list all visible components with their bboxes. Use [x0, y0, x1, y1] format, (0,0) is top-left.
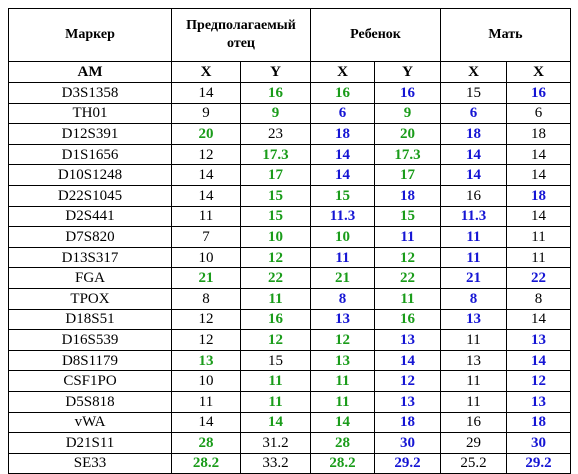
allele-cell: 16 [375, 83, 441, 104]
allele-cell: 8 [507, 288, 571, 309]
table-row [9, 350, 571, 371]
allele-cell: 8 [311, 288, 375, 309]
allele-cell: 33.2 [241, 453, 311, 474]
marker-cell: D16S539 [9, 330, 172, 351]
allele-cell: 28 [172, 433, 241, 454]
marker-cell: D1S1656 [9, 144, 172, 165]
table-row [9, 83, 571, 104]
allele-cell: 17.3 [375, 144, 441, 165]
allele-cell: 11 [375, 288, 441, 309]
allele-cell: 16 [311, 83, 375, 104]
header-mother: Мать [441, 9, 571, 62]
allele-cell: 14 [311, 165, 375, 186]
allele-cell: 12 [241, 330, 311, 351]
allele-cell: 9 [241, 103, 311, 124]
allele-cell: 11 [441, 391, 507, 412]
allele-cell: 13 [441, 309, 507, 330]
allele-cell: 16 [375, 309, 441, 330]
allele-cell: 21 [441, 268, 507, 289]
allele-cell: 16 [441, 185, 507, 206]
allele-cell: 18 [507, 124, 571, 145]
allele-cell: 13 [375, 391, 441, 412]
allele-cell: 16 [507, 83, 571, 104]
marker-cell: SE33 [9, 453, 172, 474]
allele-cell: 11 [311, 247, 375, 268]
table-row [9, 247, 571, 268]
table-row [9, 165, 571, 186]
marker-cell: D12S391 [9, 124, 172, 145]
marker-cell: D22S1045 [9, 185, 172, 206]
subheader-cell: Y [375, 62, 441, 83]
allele-cell: 14 [172, 165, 241, 186]
table-row [9, 330, 571, 351]
allele-cell: 6 [441, 103, 507, 124]
table-row [9, 268, 571, 289]
allele-cell: 18 [507, 185, 571, 206]
marker-cell: D2S441 [9, 206, 172, 227]
allele-cell: 29.2 [375, 453, 441, 474]
allele-cell: 14 [375, 350, 441, 371]
allele-cell: 25.2 [441, 453, 507, 474]
allele-cell: 22 [507, 268, 571, 289]
allele-cell: 13 [507, 330, 571, 351]
table-row [9, 412, 571, 433]
allele-cell: 23 [241, 124, 311, 145]
allele-cell: 15 [375, 206, 441, 227]
subheader-cell: Y [241, 62, 311, 83]
allele-cell: 11 [441, 247, 507, 268]
allele-cell: 14 [507, 206, 571, 227]
allele-cell: 13 [311, 350, 375, 371]
table-row [9, 371, 571, 392]
marker-cell: D10S1248 [9, 165, 172, 186]
allele-cell: 6 [507, 103, 571, 124]
subheader-cell: X [441, 62, 507, 83]
allele-cell: 14 [441, 144, 507, 165]
allele-cell: 14 [172, 83, 241, 104]
allele-cell: 13 [172, 350, 241, 371]
allele-cell: 22 [375, 268, 441, 289]
allele-cell: 13 [441, 350, 507, 371]
allele-cell: 14 [311, 144, 375, 165]
table-row [9, 391, 571, 412]
allele-cell: 12 [311, 330, 375, 351]
allele-cell: 28.2 [311, 453, 375, 474]
allele-cell: 12 [172, 309, 241, 330]
marker-cell: D21S11 [9, 433, 172, 454]
allele-cell: 14 [507, 309, 571, 330]
allele-cell: 11 [311, 371, 375, 392]
table-row [9, 288, 571, 309]
marker-cell: vWA [9, 412, 172, 433]
allele-cell: 8 [172, 288, 241, 309]
allele-cell: 16 [241, 309, 311, 330]
allele-cell: 10 [172, 371, 241, 392]
allele-cell: 31.2 [241, 433, 311, 454]
allele-cell: 12 [375, 371, 441, 392]
table-row [9, 453, 571, 474]
marker-cell: TH01 [9, 103, 172, 124]
table-row [9, 124, 571, 145]
allele-cell: 14 [507, 350, 571, 371]
allele-cell: 18 [375, 185, 441, 206]
allele-cell: 18 [507, 412, 571, 433]
allele-cell: 14 [441, 165, 507, 186]
allele-cell: 11 [441, 371, 507, 392]
subheader-cell: X [507, 62, 571, 83]
table-row [9, 309, 571, 330]
header-child: Ребенок [311, 9, 441, 62]
allele-cell: 11 [241, 391, 311, 412]
allele-cell: 17.3 [241, 144, 311, 165]
header-row [9, 9, 571, 62]
allele-cell: 6 [311, 103, 375, 124]
allele-cell: 22 [241, 268, 311, 289]
allele-cell: 13 [375, 330, 441, 351]
allele-cell: 29.2 [507, 453, 571, 474]
allele-cell: 21 [311, 268, 375, 289]
allele-cell: 12 [241, 247, 311, 268]
allele-cell: 18 [441, 124, 507, 145]
allele-cell: 16 [441, 412, 507, 433]
allele-cell: 9 [375, 103, 441, 124]
allele-cell: 11 [507, 227, 571, 248]
allele-cell: 15 [241, 206, 311, 227]
allele-cell: 12 [507, 371, 571, 392]
allele-cell: 20 [375, 124, 441, 145]
subheader-cell: X [311, 62, 375, 83]
allele-cell: 10 [172, 247, 241, 268]
allele-cell: 16 [241, 83, 311, 104]
allele-cell: 11.3 [311, 206, 375, 227]
allele-cell: 14 [172, 185, 241, 206]
allele-cell: 10 [241, 227, 311, 248]
allele-cell: 11 [241, 371, 311, 392]
allele-cell: 15 [241, 350, 311, 371]
allele-cell: 15 [241, 185, 311, 206]
allele-cell: 11.3 [441, 206, 507, 227]
allele-cell: 11 [507, 247, 571, 268]
allele-cell: 13 [507, 391, 571, 412]
allele-cell: 28.2 [172, 453, 241, 474]
allele-cell: 15 [441, 83, 507, 104]
allele-cell: 11 [241, 288, 311, 309]
allele-cell: 7 [172, 227, 241, 248]
table-row [9, 144, 571, 165]
allele-cell: 11 [375, 227, 441, 248]
marker-cell: D3S1358 [9, 83, 172, 104]
allele-cell: 11 [441, 330, 507, 351]
allele-cell: 14 [311, 412, 375, 433]
table-row [9, 227, 571, 248]
allele-cell: 14 [241, 412, 311, 433]
allele-cell: 11 [311, 391, 375, 412]
allele-cell: 9 [172, 103, 241, 124]
marker-cell: FGA [9, 268, 172, 289]
allele-cell: 14 [172, 412, 241, 433]
table-body [9, 83, 571, 474]
marker-cell: D5S818 [9, 391, 172, 412]
allele-cell: 30 [375, 433, 441, 454]
allele-cell: 12 [172, 144, 241, 165]
allele-cell: 14 [507, 165, 571, 186]
allele-cell: 14 [507, 144, 571, 165]
table-row [9, 206, 571, 227]
marker-cell: D18S51 [9, 309, 172, 330]
table-row [9, 433, 571, 454]
marker-cell: D7S820 [9, 227, 172, 248]
allele-cell: 17 [375, 165, 441, 186]
allele-cell: 12 [375, 247, 441, 268]
marker-cell: TPOX [9, 288, 172, 309]
header-father: Предполагаемый отец [172, 9, 311, 62]
table-row [9, 103, 571, 124]
marker-cell: D8S1179 [9, 350, 172, 371]
allele-cell: 13 [311, 309, 375, 330]
allele-cell: 10 [311, 227, 375, 248]
allele-cell: 18 [311, 124, 375, 145]
allele-cell: 20 [172, 124, 241, 145]
subheader-cell: AM [9, 62, 172, 83]
allele-cell: 8 [441, 288, 507, 309]
allele-cell: 12 [172, 330, 241, 351]
marker-cell: CSF1PO [9, 371, 172, 392]
allele-cell: 30 [507, 433, 571, 454]
header-marker: Маркер [9, 9, 172, 62]
allele-cell: 18 [375, 412, 441, 433]
allele-cell: 11 [172, 206, 241, 227]
subheader-cell: X [172, 62, 241, 83]
allele-cell: 28 [311, 433, 375, 454]
allele-cell: 21 [172, 268, 241, 289]
genotype-table [8, 8, 571, 474]
allele-cell: 29 [441, 433, 507, 454]
subheader-row [9, 62, 571, 83]
marker-cell: D13S317 [9, 247, 172, 268]
allele-cell: 11 [441, 227, 507, 248]
allele-cell: 15 [311, 185, 375, 206]
allele-cell: 11 [172, 391, 241, 412]
table-row [9, 185, 571, 206]
allele-cell: 17 [241, 165, 311, 186]
